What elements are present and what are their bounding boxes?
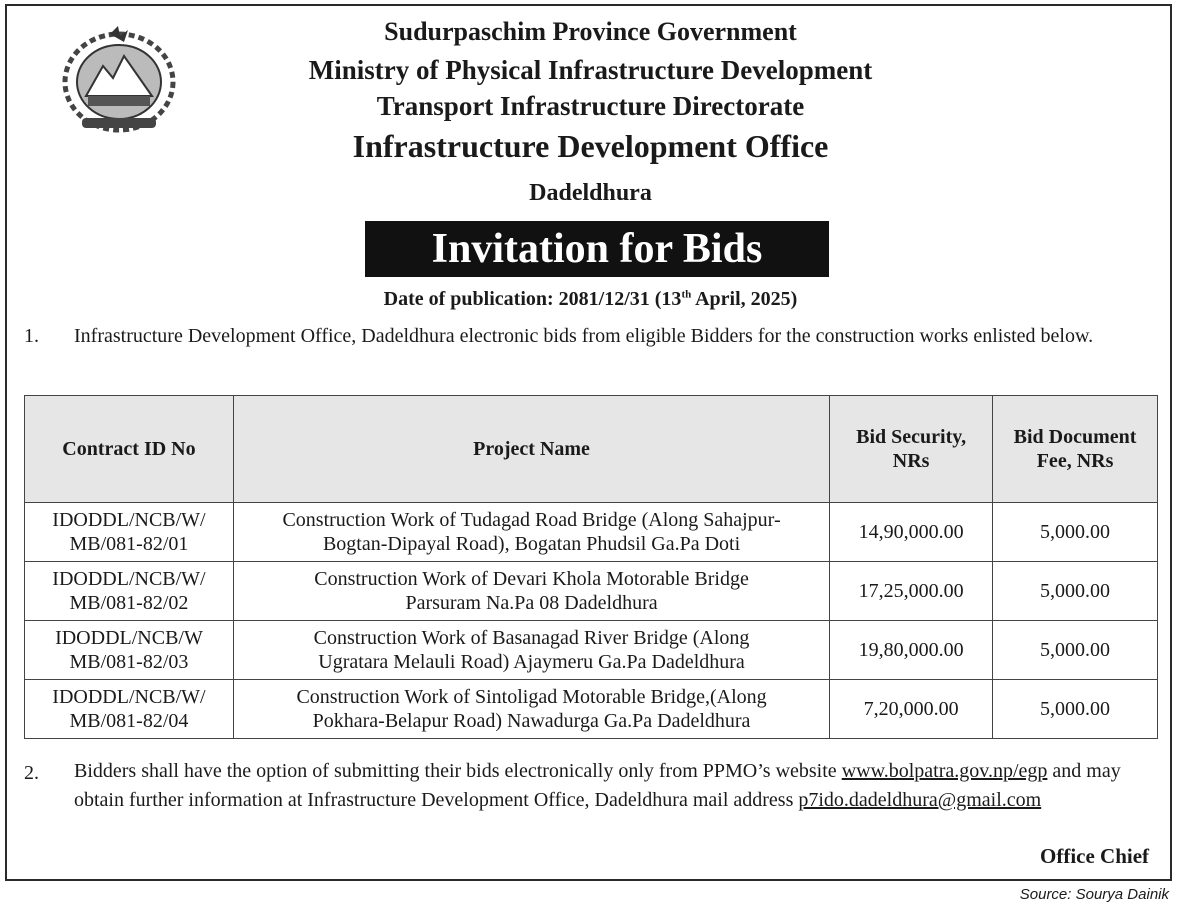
bid-security-cell: 17,25,000.00 (830, 562, 993, 621)
header-office: Infrastructure Development Office (352, 128, 829, 164)
para2-number: 2. (24, 762, 39, 784)
header-ministry: Ministry of Physical Infrastructure Development (308, 55, 873, 85)
document-fee-cell: 5,000.00 (993, 562, 1158, 621)
table-row (25, 621, 1158, 680)
contract-id-cell: IDODDL/NCB/W MB/081-82/03 (25, 621, 234, 680)
para2-text: Bidders shall have the option of submitting their bids electronically only from PPMO’s website www.bolpatra.gov.np/egp and may obtain further information at Infrastructure Development Office, Dadeldhura mail address p7ido.dadeldhura@gmail.com (74, 760, 1121, 811)
document-fee-cell: 5,000.00 (993, 621, 1158, 680)
publication-date: Date of publication: 2081/12/31 (13th April, 2025) (383, 288, 798, 310)
project-name-cell: Construction Work of Sintoligad Motorable Bridge,(Along Pokhara-Belapur Road) Nawadurga Ga.Pa Dadeldhura (233, 680, 829, 739)
project-name-cell: Construction Work of Tudagad Road Bridge (Along Sahajpur- Bogtan-Dipayal Road), Bogatan Phudsil Ga.Pa Doti (233, 503, 829, 562)
contract-id-cell: IDODDL/NCB/W/ MB/081-82/02 (25, 562, 234, 621)
header-directorate: Transport Infrastructure Directorate (376, 91, 805, 121)
para1-text: Infrastructure Development Office, Dadeldhura electronic bids from eligible Bidders for the construction works enlisted below. (74, 325, 1094, 347)
project-name-cell: Construction Work of Basanagad River Bridge (Along Ugratara Melauli Road) Ajaymeru Ga.Pa Dadeldhura (233, 621, 829, 680)
table-row (25, 503, 1158, 562)
website-link[interactable]: www.bolpatra.gov.np/egp (841, 760, 1048, 782)
contract-id-cell: IDODDL/NCB/W/ MB/081-82/01 (25, 503, 234, 562)
header-document-fee: Bid Document Fee, NRs (993, 396, 1158, 503)
contract-id-cell: IDODDL/NCB/W/ MB/081-82/04 (25, 680, 234, 739)
source-credit: Source: Sourya Dainik (1019, 886, 1169, 903)
email-link[interactable]: p7ido.dadeldhura@gmail.com (798, 789, 1042, 811)
document-fee-cell: 5,000.00 (993, 680, 1158, 739)
table-row (25, 562, 1158, 621)
para1-number: 1. (24, 325, 39, 347)
bid-security-cell: 19,80,000.00 (830, 621, 993, 680)
header-project-name: Project Name (233, 396, 829, 503)
table-header-row (25, 396, 1158, 503)
header-province: Sudurpaschim Province Government (384, 17, 797, 46)
table-row (25, 680, 1158, 739)
header-contract-id: Contract ID No (25, 396, 234, 503)
contracts-table (24, 395, 1158, 739)
bid-security-cell: 14,90,000.00 (830, 503, 993, 562)
notice-title: Invitation for Bids (365, 221, 829, 277)
bid-security-cell: 7,20,000.00 (830, 680, 993, 739)
project-name-cell: Construction Work of Devari Khola Motorable Bridge Parsuram Na.Pa 08 Dadeldhura (233, 562, 829, 621)
header-location: Dadeldhura (529, 180, 652, 206)
document-fee-cell: 5,000.00 (993, 503, 1158, 562)
signoff: Office Chief (1040, 844, 1150, 868)
header-bid-security: Bid Security, NRs (830, 396, 993, 503)
